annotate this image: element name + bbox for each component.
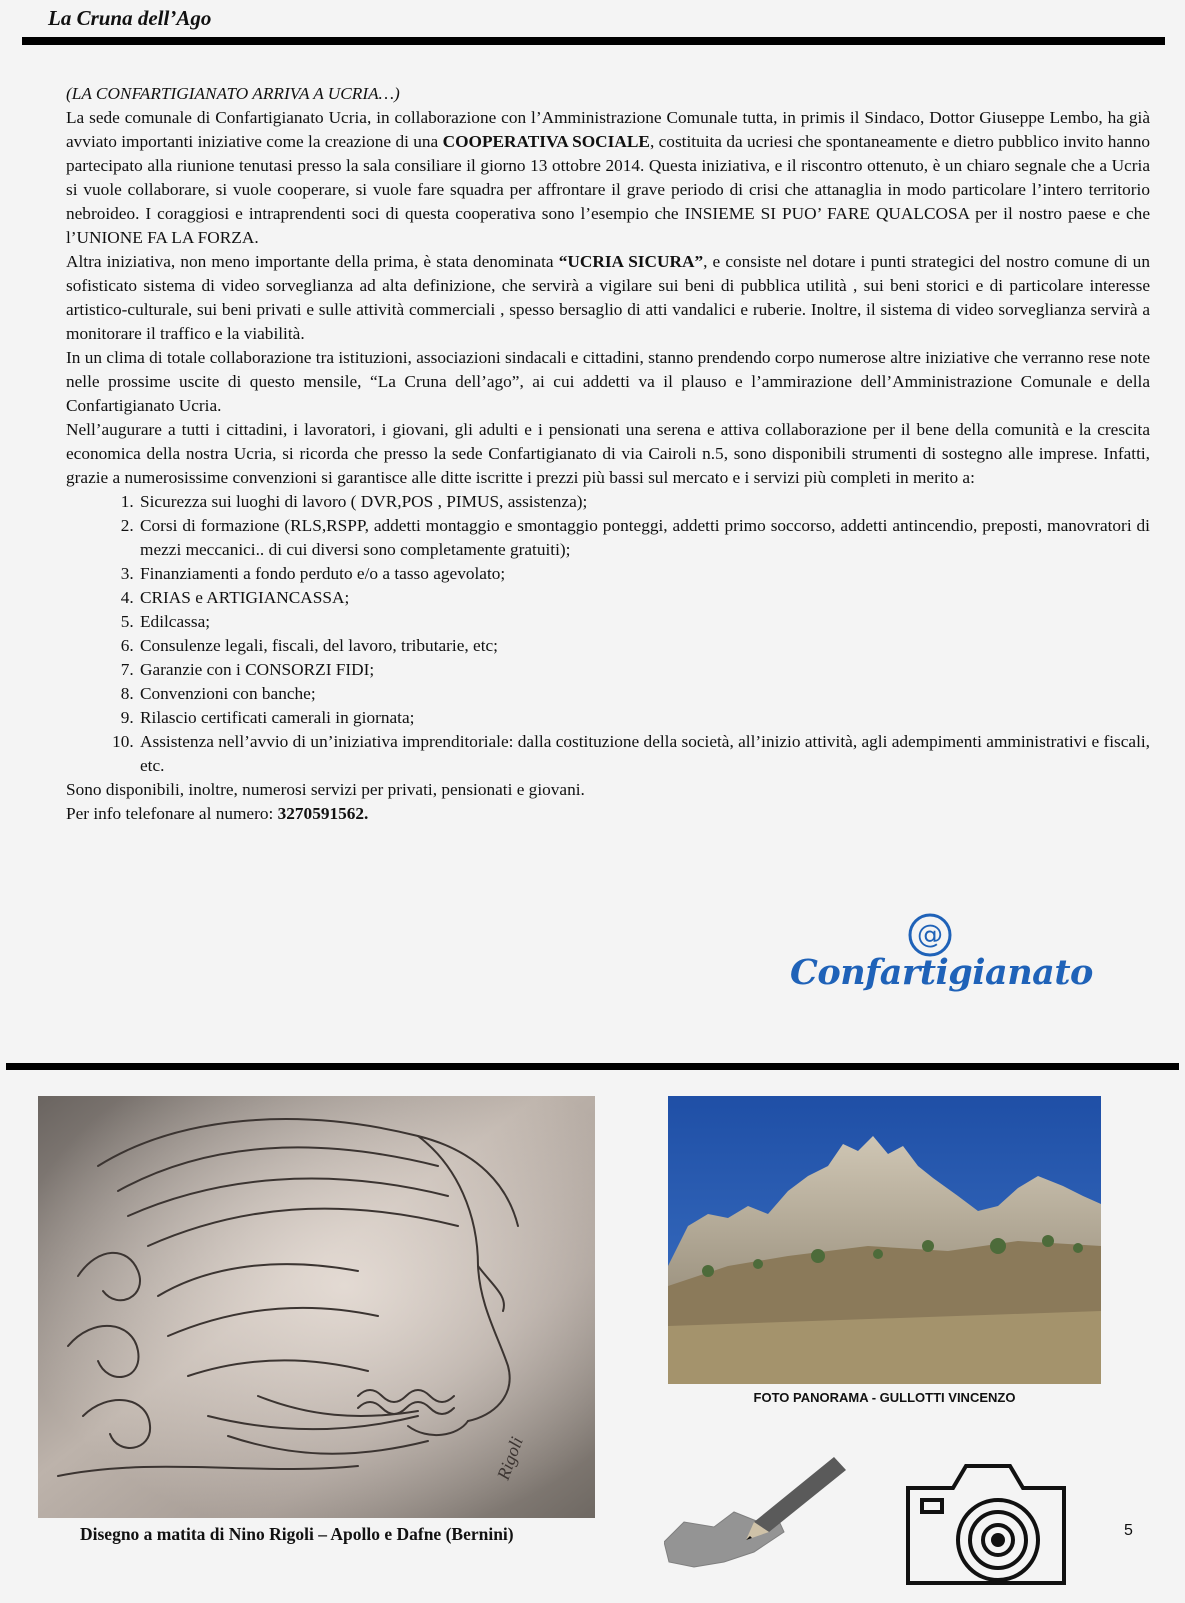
panorama-photo	[668, 1096, 1101, 1384]
paragraph-info: Per info telefonare al numero: 3270591562.	[66, 804, 369, 823]
paragraph-cooperativa: La sede comunale di Confartigianato Ucria, in collaborazione con l’Amministrazione Comunale tutta, in primis il Sindaco, Dottor Giuseppe Lembo, ha già avviato importanti iniziative come la creazione di una COOPERATIVA SOCIALE, costituita da ucriesi che spontaneamente e dietro pubblico invito hanno partecipato alla riunione tenutasi presso la sala consiliare il giorno 13 ottobre 2014. Questa iniziativa, e il riscontro ottenuto, è un chiaro segnale che a Ucria si vuole collaborare, si vuole cooperare, si vuole fare squadra per affrontare il grave periodo di crisi che attanaglia in modo particolare l’intero territorio nebroideo. I coraggiosi e intraprendenti soci di questa cooperativa sono l’esempio che INSIEME SI PUO’ FARE QUALCOSA per il nostro paese e che l’UNIONE FA LA FORZA.	[66, 108, 1151, 247]
pencil-icon	[664, 1452, 848, 1570]
services-list	[66, 490, 1150, 778]
top-divider	[22, 37, 1165, 45]
paragraph-augurio: Nell’augurare a tutti i cittadini, i lavoratori, i giovani, gli adulti e i pensionati una serena e attiva collaborazione per il bene della comunità e la crescita economica della nostra Ucria, si ricorda che presso la sede Confartigianato di via Cairoli n.5, sono disponibili strumenti di sostegno alle imprese. Infatti, grazie a numerosissime convenzioni si garantisce alle ditte iscritte i prezzi più bassi sul mercato e i servizi più completi in merito a:	[66, 420, 1150, 487]
section-divider	[6, 1063, 1179, 1070]
paragraph-servizi: Sono disponibili, inoltre, numerosi servizi per privati, pensionati e giovani.	[66, 780, 585, 799]
list-item: 3. Finanziamenti a fondo perduto e/o a tasso agevolato;	[138, 562, 1150, 586]
list-item: 8. Convenzioni con banche;	[138, 682, 1150, 706]
cooperativa-highlight: COOPERATIVA SOCIALE	[442, 132, 650, 151]
camera-icon	[898, 1448, 1074, 1598]
list-item: 7. Garanzie con i CONSORZI FIDI;	[138, 658, 1150, 682]
article	[66, 82, 1150, 826]
confartigianato-logo	[790, 910, 1093, 1010]
list-item: 6. Consulenze legali, fiscali, del lavoro, tributarie, etc;	[138, 634, 1150, 658]
list-item: 2. Corsi di formazione (RLS,RSPP, addetti montaggio e smontaggio ponteggi, addetti primo soccorso, addetti antincendio, preposti, manovratori di mezzi meccanici.. di cui diversi sono completamente gratuiti);	[138, 514, 1150, 562]
drawing-caption: Disegno a matita di Nino Rigoli – Apollo e Dafne (Bernini)	[80, 1524, 514, 1544]
list-item: 9. Rilascio certificati camerali in giornata;	[138, 706, 1150, 730]
list-item: 10. Assistenza nell’avvio di un’iniziativa imprenditoriale: dalla costituzione della società, all’inizio attività, agli adempimenti amministrativi e fiscali, etc.	[138, 730, 1150, 778]
photo-caption: FOTO PANORAMA - GULLOTTI VINCENZO	[753, 1390, 1016, 1405]
logo-wordmark: Confartigianato	[790, 952, 1093, 993]
drawing-signature: Rigoli	[492, 1434, 527, 1483]
page-number: 5	[1124, 1522, 1133, 1539]
paragraph-collaborazione: In un clima di totale collaborazione tra istituzioni, associazioni sindacali e cittadini, stanno prendendo corpo numerose altre iniziative che verranno rese note nelle prossime uscite di questo mensile, “La Cruna dell’ago”, ai cui addetti va il plauso e l’ammirazione dell’Amministrazione Comunale e della Confartigianato Ucria.	[66, 348, 1150, 415]
list-item: 4. CRIAS e ARTIGIANCASSA;	[138, 586, 1150, 610]
newsletter-title: La Cruna dell’Ago	[48, 6, 212, 30]
list-item: 1. Sicurezza sui luoghi di lavoro ( DVR,POS , PIMUS, assistenza);	[138, 490, 1150, 514]
ucria-sicura-highlight: “UCRIA SICURA”	[558, 252, 704, 271]
phone-number: 3270591562.	[277, 804, 369, 823]
article-intro: (LA CONFARTIGIANATO ARRIVA A UCRIA…)	[66, 84, 400, 103]
svg-text:@: @	[917, 920, 943, 950]
pencil-drawing-image	[38, 1096, 595, 1518]
paragraph-ucria-sicura: Altra iniziativa, non meno importante della prima, è stata denominata “UCRIA SICURA”, e consiste nel dotare i punti strategici del nostro comune di un sofisticato sistema di video sorveglianza ad alta definizione, che servirà a vigilare sui beni di pubblica utilità , sui beni storici e di particolare interesse artistico-culturale, sui beni privati e sulle attività commerciali , spesso bersaglio di atti vandalici e ruberie. Inoltre, il sistema di video sorveglianza servirà a monitorare il traffico e la viabilità.	[66, 252, 1150, 343]
list-item: 5. Edilcassa;	[138, 610, 1150, 634]
